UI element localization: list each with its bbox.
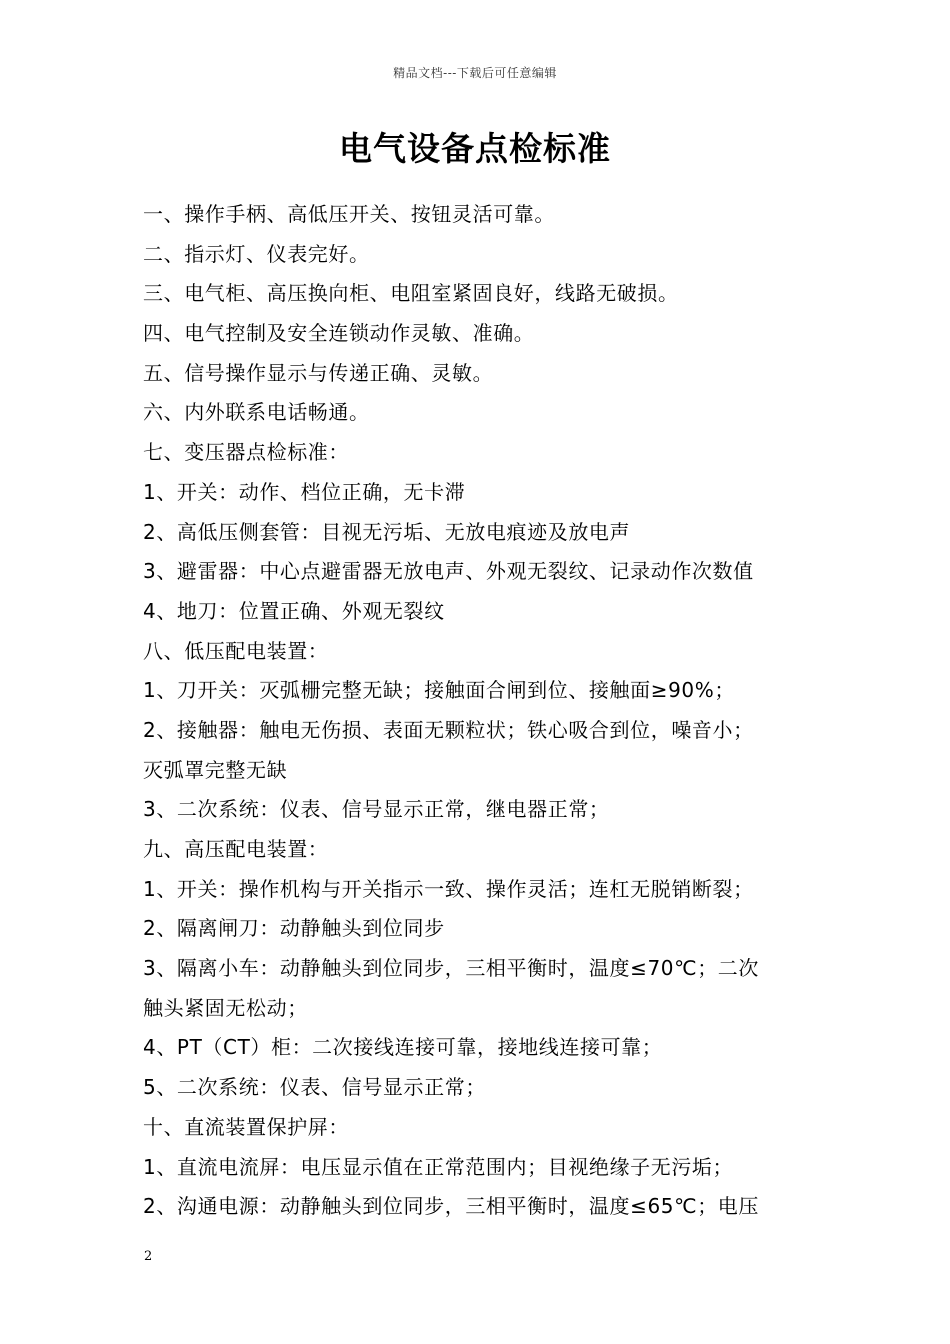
body-line: 二、指示灯、仪表完好。: [143, 241, 370, 266]
body-line: 三、电气柜、高压换向柜、电阻室紧固良好，线路无破损。: [143, 281, 679, 306]
body-line: 1、开关：操作机构与开关指示一致、操作灵活；连杠无脱销断裂；: [143, 876, 754, 901]
body-line: 5、二次系统：仪表、信号显示正常；: [143, 1075, 486, 1100]
document-body: [143, 195, 823, 1227]
document-title: 电气设备点检标准: [339, 129, 611, 168]
body-line: 一、操作手柄、高低压开关、按钮灵活可靠。: [143, 202, 555, 226]
body-line: 2、接触器：触电无伤损、表面无颗粒状；铁心吸合到位，噪音小；: [143, 717, 754, 742]
body-line: 2、高低压侧套管：目视无污垢、无放电痕迹及放电声: [143, 519, 631, 544]
body-line: 十、直流装置保护屏：: [143, 1114, 349, 1139]
body-line: 3、隔离小车：动静触头到位同步，三相平衡时，温度≤70℃；二次: [143, 956, 759, 981]
body-line: 3、二次系统：仪表、信号显示正常，继电器正常；: [143, 797, 610, 822]
body-line: 八、低压配电装置：: [143, 638, 329, 663]
body-line: 七、变压器点检标准：: [143, 440, 349, 465]
body-line: 触头紧固无松动；: [143, 995, 308, 1020]
body-line: 4、地刀：位置正确、外观无裂纹: [143, 598, 445, 623]
page-number: 2: [144, 1249, 153, 1264]
body-line: 六、内外联系电话畅通。: [143, 400, 370, 425]
body-line: 2、隔离闸刀：动静触头到位同步: [143, 916, 445, 941]
body-line: 五、信号操作显示与传递正确、灵敏。: [143, 360, 494, 385]
body-line: 4、PT（CT）柜：二次接线连接可靠，接地线连接可靠；: [143, 1035, 663, 1060]
body-line: 3、避雷器：中心点避雷器无放电声、外观无裂纹、记录动作次数值: [143, 559, 754, 584]
body-line: 2、沟通电源：动静触头到位同步，三相平衡时，温度≤65℃；电压: [143, 1194, 759, 1219]
page-header: 精品文档---下载后可任意编辑: [393, 66, 557, 80]
body-line: 1、直流电流屏：电压显示值在正常范围内；目视绝缘子无污垢；: [143, 1154, 734, 1179]
body-line: 1、刀开关：灭弧栅完整无缺；接触面合闸到位、接触面≥90%；: [143, 678, 735, 703]
body-line: 九、高压配电装置：: [143, 837, 329, 861]
body-line: 四、电气控制及安全连锁动作灵敏、准确。: [143, 321, 535, 346]
body-line: 1、开关：动作、档位正确，无卡滞: [143, 479, 466, 504]
body-line: 灭弧罩完整无缺: [143, 757, 288, 782]
